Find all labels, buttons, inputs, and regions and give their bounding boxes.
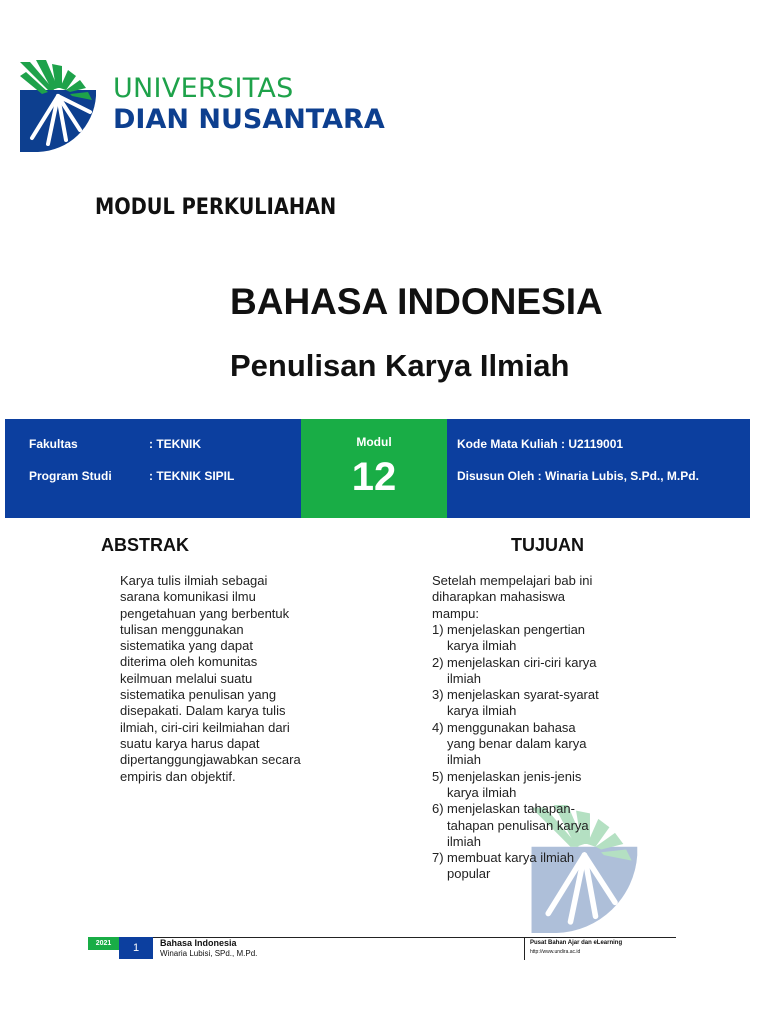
footer-org: Pusat Bahan Ajar dan eLearning [530,940,623,946]
goal-line: ilmiah [447,670,481,686]
goal-number: 5) [432,768,444,784]
goal-line: menggunakan bahasa [447,719,576,735]
module-type-label: MODUL PERKULIAHAN [95,195,337,220]
abstract-line: sarana komunikasi ilmu [120,589,256,605]
goal-line: karya ilmiah [447,703,517,719]
footer-year: 2021 [88,937,119,950]
goal-line: tahapan penulisan karya [447,817,589,833]
abstract-line: pengetahuan yang berbentuk [120,605,290,621]
abstract-line: Karya tulis ilmiah sebagai [120,573,268,588]
goal-number: 1) [432,622,444,637]
goal-number: 7) [432,850,444,866]
goal-item [432,801,617,850]
goals-heading: TUJUAN [511,535,585,555]
abstract-line: diterima oleh komunitas [120,654,258,670]
goal-item [432,850,617,883]
abstract-line: sistematika penulisan yang [120,687,277,703]
topic-title: Penulisan Karya Ilmiah [230,348,570,383]
module-number-box [301,419,447,518]
info-band-left [5,419,301,518]
goal-text [447,687,599,720]
goal-number: 6) [432,801,444,817]
goal-line: karya ilmiah [447,638,517,654]
goal-line: yang benar dalam karya [447,736,587,752]
goal-text [447,655,597,688]
university-line-1: UNIVERSITAS [113,73,294,104]
goal-line: menjelaskan jenis-jenis [447,768,582,784]
goal-line: menjelaskan syarat-syarat [447,687,599,703]
goal-line: menjelaskan ciri-ciri karya [447,654,597,670]
abstract-line: keilmuan melalui suatu [120,670,253,686]
abstract-line: ilmiah, ciri-ciri keilmiahan dari [120,719,290,735]
footer-separator [524,938,525,960]
goal-text [447,622,585,655]
goal-text [447,720,586,769]
goal-item [432,687,617,720]
footer-course: Bahasa Indonesia [160,938,237,948]
goal-line: ilmiah [447,833,481,849]
page-number: 1 [119,937,153,959]
program-value: : TEKNIK SIPIL [149,469,235,483]
module-word: Modul [356,435,392,449]
author-line: Disusun Oleh : Winaria Lubis, S.Pd., M.Pd. [457,469,699,483]
goal-line: menjelaskan pengertian [447,622,586,637]
goal-line: menjelaskan tahapan- [447,801,575,817]
goal-number: 2) [432,654,444,670]
goal-item [432,720,617,769]
program-label: Program Studi [29,469,112,483]
goal-text [447,769,581,802]
goal-item [432,622,617,655]
university-logo-icon [18,60,96,152]
university-line-2: DIAN NUSANTARA [113,104,385,135]
goals-intro-line: mampu: [432,605,479,621]
goal-text [447,850,574,883]
info-band-right [447,419,750,518]
abstract-heading: ABSTRAK [101,535,189,555]
goals-intro [432,573,612,622]
footer-url[interactable]: http://www.undira.ac.id [530,949,581,955]
goal-item [432,655,617,688]
goals-intro-line: diharapkan mahasiswa [432,589,565,605]
university-name [113,74,385,136]
faculty-value: : TEKNIK [149,437,201,451]
footer-author: Winaria Lubisi, SPd., M.Pd. [160,949,258,958]
faculty-label: Fakultas [29,437,78,451]
goals-list [432,622,617,883]
goal-line: ilmiah [447,752,481,768]
goal-text [447,801,589,850]
goals-intro-line: Setelah mempelajari bab ini [432,573,593,588]
abstract-line: dipertanggungjawabkan secara [120,752,301,768]
goal-line: karya ilmiah [447,784,517,800]
abstract-line: empiris dan objektif. [120,768,236,784]
abstract-line: tulisan menggunakan [120,621,244,637]
abstract-line: disepakati. Dalam karya tulis [120,703,286,719]
goal-line: membuat karya ilmiah [447,850,575,866]
abstract-line: sistematika yang dapat [120,638,253,654]
goal-item [432,769,617,802]
abstract-text [120,573,320,785]
goal-line: popular [447,866,491,882]
abstract-line: suatu karya harus dapat [120,735,260,751]
course-code: Kode Mata Kuliah : U2119001 [457,437,624,451]
goal-number: 4) [432,719,444,735]
goal-number: 3) [432,687,444,703]
module-number: 12 [351,455,397,499]
course-title: BAHASA INDONESIA [230,281,603,322]
